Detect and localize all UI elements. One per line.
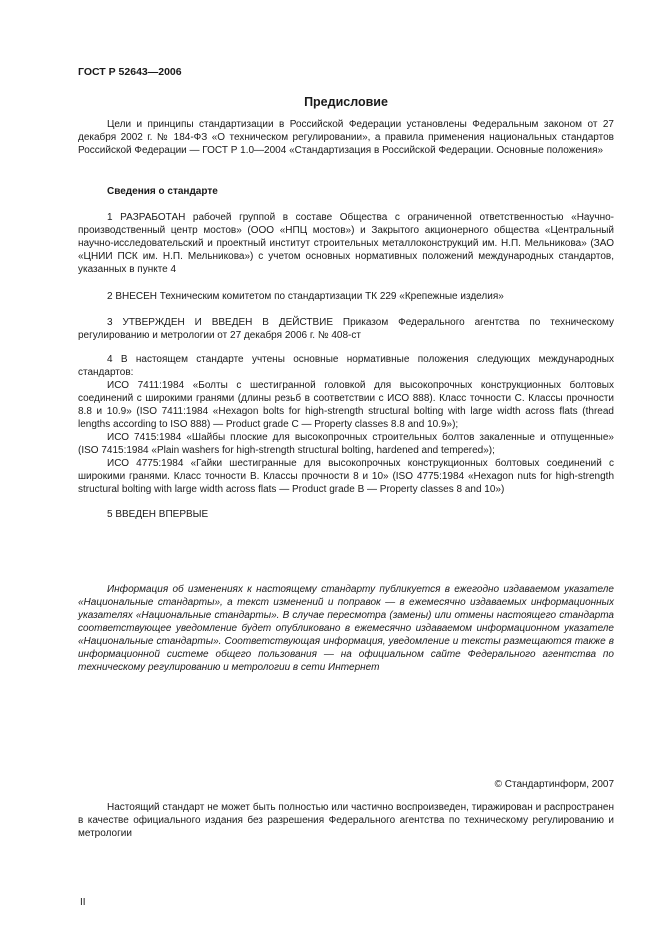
item-4-iso-4775: ИСО 4775:1984 «Гайки шестигранные для высокопрочных конструкционных болтовых соединений с широкими гранями. Класс точности В. Классы прочности 8 и 10» (ISO 4775:1984 «Hexagon nuts for high-strength structural bolting with large width across flats — Product grade B — Property classes 8 and 10») [78, 458, 614, 495]
item-5-block [78, 508, 614, 521]
item-4-block [78, 353, 614, 496]
item-1-block [78, 211, 614, 276]
copyright-line: © Стандартинформ, 2007 [494, 779, 614, 790]
item-4-iso-7411: ИСО 7411:1984 «Болты с шестигранной головкой для высокопрочных конструкционных болтовых соединений с широкими гранями (длины резьб в соответствии с ИСО 888). Класс точности С. Классы прочности 8.8 и 10.9» (ISO 7411:1984 «Hexagon bolts for high-strength structural bolting with large width across flats (thread lengths according to ISO 888) — Product grade C — Property classes 8.8 and 10.9»); [78, 380, 614, 430]
rights-paragraph: Настоящий стандарт не может быть полностью или частично воспроизведен, тиражирован и распространен в качестве официального издания без разрешения Федерального агентства по техническому регулированию и метрологии [78, 802, 614, 839]
item-4-paragraph: 4 В настоящем стандарте учтены основные нормативные положения следующих международных стандартов: [78, 354, 614, 378]
intro-paragraph: Цели и принципы стандартизации в Российской Федерации установлены Федеральным законом от 27 декабря 2002 г. № 184-ФЗ «О техническом регулировании», а правила применения национальных стандартов Российской Федерации — ГОСТ Р 1.0—2004 «Стандартизация в Российской Федерации. Основные положения» [78, 119, 614, 156]
item-2-paragraph: 2 ВНЕСЕН Техническим комитетом по стандартизации ТК 229 «Крепежные изделия» [107, 291, 504, 302]
page-title: Предисловие [304, 95, 388, 109]
page-number: II [80, 897, 86, 908]
rights-block [78, 801, 614, 840]
notice-block [78, 583, 614, 674]
document-header: ГОСТ Р 52643—2006 [78, 66, 182, 78]
item-3-block [78, 316, 614, 342]
item-2-block [78, 290, 614, 303]
notice-paragraph: Информация об изменениях к настоящему стандарту публикуется в ежегодно издаваемом указателе «Национальные стандарты», а текст изменений и поправок — в ежемесячно издаваемых информационных указателях «Национальные стандарты». В случае пересмотра (замены) или отмены настоящего стандарта соответствующее уведомление будет опубликовано в ежемесячно издаваемом информационном указателе «Национальные стандарты». Соответствующая информация, уведомление и тексты размещаются также в информационной системе общего пользования — на официальном сайте Федерального агентства по техническому регулированию и метрологии в сети Интернет [78, 584, 614, 673]
item-4-iso-7415: ИСО 7415:1984 «Шайбы плоские для высокопрочных строительных болтов закаленные и отпущенные» (ISO 7415:1984 «Plain washers for high-strength structural bolting, hardened and tempered»); [78, 432, 614, 456]
section-heading: Сведения о стандарте [107, 186, 218, 197]
item-3-paragraph: 3 УТВЕРЖДЕН И ВВЕДЕН В ДЕЙСТВИЕ Приказом Федерального агентства по техническому регулированию и метрологии от 27 декабря 2006 г. № 408-ст [78, 317, 614, 341]
item-5-paragraph: 5 ВВЕДЕН ВПЕРВЫЕ [107, 509, 209, 520]
intro-block [78, 118, 614, 157]
item-1-paragraph: 1 РАЗРАБОТАН рабочей группой в составе Общества с ограниченной ответственностью «Научно-производственный центр мостов» (ООО «НПЦ мостов») и Закрытого акционерного общества «Центральный научно-исследовательский и проектный институт строительных металлоконструкций им. Н.П. Мельникова» (ЗАО «ЦНИИ ПСК им. Н.П. Мельникова») с учетом основных нормативных положений международных стандартов, указанных в пункте 4 [78, 212, 614, 275]
